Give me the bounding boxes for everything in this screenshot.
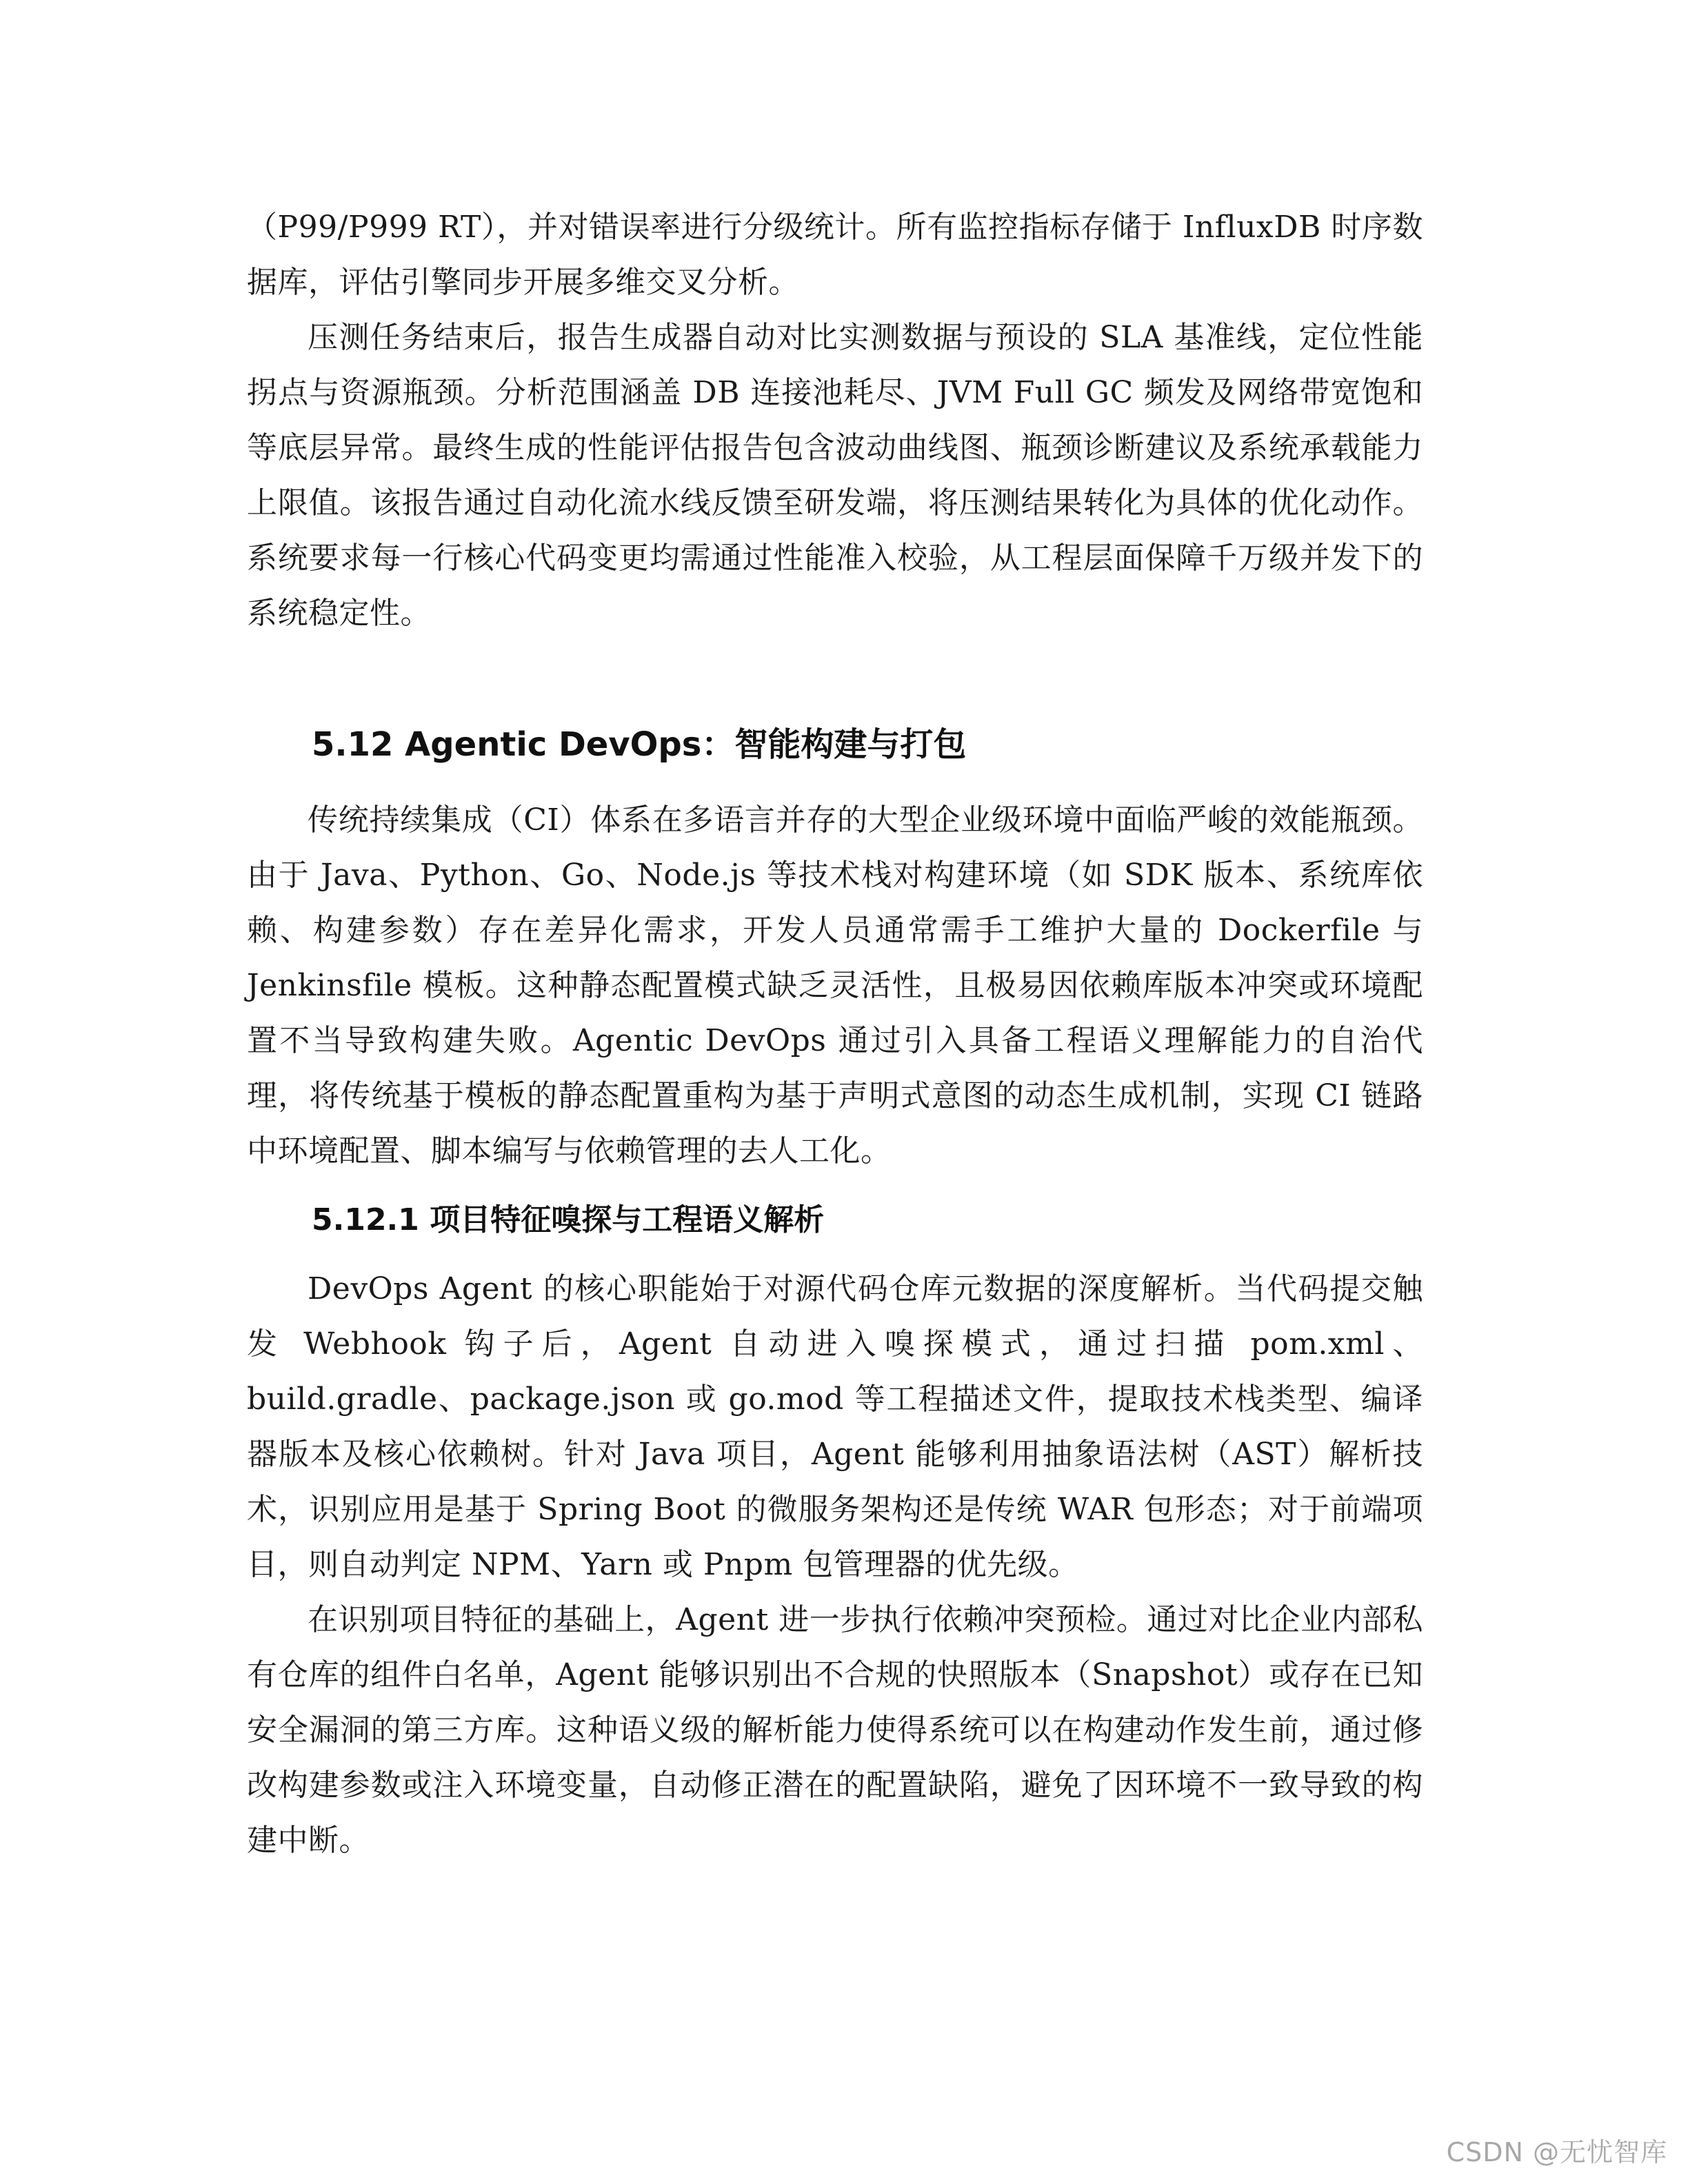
subsection-heading: 5.12.1 项目特征嗅探与工程语义解析 [312,1202,825,1237]
subsection-paragraph-2: 在识别项目特征的基础上，Agent 进一步执行依赖冲突预检。通过对比企业内部私有仓库的组件白名单，Agent 能够识别出不合规的快照版本（Snapshot）或存在已知安全漏洞的第三方库。这种语义级的解析能力使得系统可以在构建动作发生前，通过修改构建参数或注入环境变量，自动修正潜在的配置缺陷，避免了因环境不一致导致的构建中断。 [247,1602,1423,1858]
section-heading: 5.12 Agentic DevOps：智能构建与打包 [312,725,967,764]
section-paragraph: 传统持续集成（CI）体系在多语言并存的大型企业级环境中面临严峻的效能瓶颈。由于 Java、Python、Go、Node.js 等技术栈对构建环境（如 SDK 版本、系统库依赖、构建参数）存在差异化需求，开发人员通常需手工维护大量的 Dockerfile 与 Jenkinsfile 模板。这种静态配置模式缺乏灵活性，且极易因依赖库版本冲突或环境配置不当导致构建失败。Agentic DevOps 通过引入具备工程语义理解能力的自治代理，将传统基于模板的静态配置重构为基于声明式意图的动态生成机制，实现 CI 链路中环境配置、脚本编写与依赖管理的去人工化。 [247,802,1423,1169]
subsection-paragraph-1: DevOps Agent 的核心职能始于对源代码仓库元数据的深度解析。当代码提交触发 Webhook 钩子后，Agent 自动进入嗅探模式，通过扫描 pom.xml、build.gradle、package.json 或 go.mod 等工程描述文件，提取技术栈类型、编译器版本及核心依赖树。针对 Java 项目，Agent 能够利用抽象语法树（AST）解析技术，识别应用是基于 Spring Boot 的微服务架构还是传统 WAR 包形态；对于前端项目，则自动判定 NPM、Yarn 或 Pnpm 包管理器的优先级。 [247,1271,1423,1582]
document-body [247,200,1423,1868]
intro-paragraph-2: 压测任务结束后，报告生成器自动对比实测数据与预设的 SLA 基准线，定位性能拐点与资源瓶颈。分析范围涵盖 DB 连接池耗尽、JVM Full GC 频发及网络带宽饱和等底层异常。最终生成的性能评估报告包含波动曲线图、瓶颈诊断建议及系统承载能力上限值。该报告通过自动化流水线反馈至研发端，将压测结果转化为具体的优化动作。系统要求每一行核心代码变更均需通过性能准入校验，从工程层面保障千万级并发下的系统稳定性。 [247,320,1423,631]
intro-paragraph-1: （P99/P999 RT），并对错误率进行分级统计。所有监控指标存储于 InfluxDB 时序数据库，评估引擎同步开展多维交叉分析。 [247,210,1423,300]
csdn-watermark: CSDN @无忧智库 [1446,2137,1667,2167]
